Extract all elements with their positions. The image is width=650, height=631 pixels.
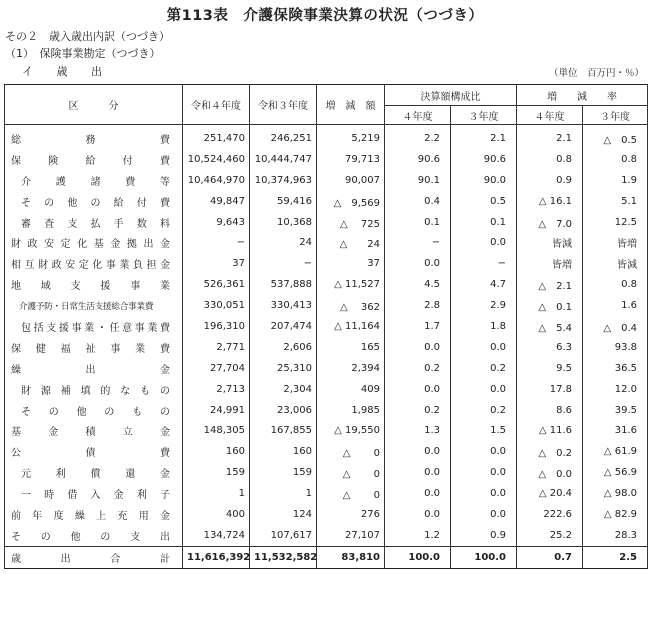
ratio-y4: 90.1: [385, 170, 451, 191]
table-row: [5, 441, 648, 462]
row-label: 介護予防・日常生活支援総合事業費: [5, 295, 183, 316]
table-row: [5, 232, 648, 253]
rate-y4: 皆減: [517, 232, 583, 253]
rate-y3: 皆減: [583, 253, 648, 274]
value-r4: 330,051: [183, 295, 250, 316]
ratio-y4: 1.2: [385, 525, 451, 546]
ratio-y3: 90.6: [451, 149, 517, 170]
value-r3: 2,606: [250, 337, 317, 358]
rate-y3: 93.8: [583, 337, 648, 358]
header-category: 区 分: [5, 85, 183, 125]
rate-y4: 6.3: [517, 337, 583, 358]
ratio-y4: 0.0: [385, 379, 451, 400]
header-rate-group: 増 減 率: [517, 85, 648, 106]
rate-y3: 39.5: [583, 400, 648, 421]
rate-y3: 2.5: [583, 546, 648, 568]
row-label: 財政安定化基金拠出金: [5, 232, 183, 253]
value-diff: 165: [317, 337, 385, 358]
ratio-y4: 100.0: [385, 546, 451, 568]
ratio-y3: 0.5: [451, 191, 517, 212]
ratio-y4: 0.0: [385, 253, 451, 274]
table-row: [5, 253, 648, 274]
ratio-y3: 0.0: [451, 504, 517, 525]
row-label: 保健福祉事業費: [5, 337, 183, 358]
row-label: 繰 出 金: [5, 358, 183, 379]
section-subtitle: その２ 歳入歳出内訳（つづき）: [5, 30, 170, 43]
rate-y4: 25.2: [517, 525, 583, 546]
ratio-y3: 1.8: [451, 316, 517, 337]
rate-y4: 0.9: [517, 170, 583, 191]
header-ratio-y4: ４年度: [385, 106, 451, 125]
table-row: [5, 295, 648, 316]
value-diff: 276: [317, 504, 385, 525]
rate-y3: △ 82.9: [583, 504, 648, 525]
table-row: [5, 170, 648, 191]
rate-y3: 5.1: [583, 191, 648, 212]
rate-y3: △ 61.9: [583, 441, 648, 462]
table-row: [5, 337, 648, 358]
table-section-label: イ 歳 出: [22, 65, 112, 78]
ratio-y3: 0.0: [451, 441, 517, 462]
rate-y3: 36.5: [583, 358, 648, 379]
value-r4: 27,704: [183, 358, 250, 379]
rate-y4: 皆増: [517, 253, 583, 274]
ratio-y4: 0.0: [385, 462, 451, 483]
ratio-y4: 0.2: [385, 358, 451, 379]
value-diff: 2,394: [317, 358, 385, 379]
row-label: そ の 他 の 支 出: [5, 525, 183, 546]
rate-y4: △ 2.1: [517, 274, 583, 295]
value-diff: △ 24: [317, 232, 385, 253]
value-r3: 59,416: [250, 191, 317, 212]
value-diff: △ 9,569: [317, 191, 385, 212]
value-diff: 83,810: [317, 546, 385, 568]
header-r4: 令和４年度: [183, 85, 250, 125]
value-r3: 246,251: [250, 125, 317, 149]
rate-y4: △ 5.4: [517, 316, 583, 337]
ratio-y4: 0.0: [385, 441, 451, 462]
ratio-y3: −: [451, 253, 517, 274]
value-r3: 124: [250, 504, 317, 525]
table-row: [5, 462, 648, 483]
header-ratio-group: 決算額構成比: [385, 85, 517, 106]
row-label: 財源補填的なもの: [5, 379, 183, 400]
ratio-y4: 0.0: [385, 483, 451, 504]
ratio-y4: 2.8: [385, 295, 451, 316]
value-diff: △ 0: [317, 462, 385, 483]
value-r4: 160: [183, 441, 250, 462]
ratio-y3: 0.0: [451, 337, 517, 358]
table-row: [5, 379, 648, 400]
rate-y4: △ 7.0: [517, 212, 583, 233]
rate-y3: 0.8: [583, 274, 648, 295]
value-diff: 90,007: [317, 170, 385, 191]
value-diff: △ 11,527: [317, 274, 385, 295]
value-r3: 10,368: [250, 212, 317, 233]
value-diff: △ 19,550: [317, 420, 385, 441]
rate-y4: △ 20.4: [517, 483, 583, 504]
ratio-y4: 0.0: [385, 337, 451, 358]
rate-y4: △ 16.1: [517, 191, 583, 212]
value-r4: 37: [183, 253, 250, 274]
rate-y3: 12.0: [583, 379, 648, 400]
value-diff: 5,219: [317, 125, 385, 149]
table-row: [5, 400, 648, 421]
value-diff: 27,107: [317, 525, 385, 546]
ratio-y3: 90.0: [451, 170, 517, 191]
subsection-subtitle: （1） 保険事業勘定（つづき）: [5, 47, 161, 60]
ratio-y3: 0.2: [451, 358, 517, 379]
value-diff: △ 725: [317, 212, 385, 233]
value-diff: △ 0: [317, 441, 385, 462]
row-label: 基金積立金: [5, 420, 183, 441]
row-label: 相互財政安定化事業負担金: [5, 253, 183, 274]
value-r4: 526,361: [183, 274, 250, 295]
rate-y4: 222.6: [517, 504, 583, 525]
table-row: [5, 212, 648, 233]
table-row: [5, 420, 648, 441]
row-label: 総 務 費: [5, 125, 183, 149]
rate-y3: △ 56.9: [583, 462, 648, 483]
value-r4: 196,310: [183, 316, 250, 337]
value-r3: 160: [250, 441, 317, 462]
row-label: 歳 出 合 計: [5, 546, 183, 568]
header-diff: 増 減 額: [317, 85, 385, 125]
rate-y4: 0.7: [517, 546, 583, 568]
rate-y3: 28.3: [583, 525, 648, 546]
header-rate-y4: ４年度: [517, 106, 583, 125]
rate-y4: 17.8: [517, 379, 583, 400]
value-diff: 1,985: [317, 400, 385, 421]
rate-y3: 1.6: [583, 295, 648, 316]
rate-y3: 皆増: [583, 232, 648, 253]
ratio-y4: 1.3: [385, 420, 451, 441]
table-row: [5, 274, 648, 295]
rate-y4: △ 0.0: [517, 462, 583, 483]
rate-y3: 1.9: [583, 170, 648, 191]
value-r4: 24,991: [183, 400, 250, 421]
rate-y4: 9.5: [517, 358, 583, 379]
ratio-y4: 0.0: [385, 504, 451, 525]
value-r4: 251,470: [183, 125, 250, 149]
value-r4: 2,713: [183, 379, 250, 400]
row-label: 前年度繰上充用金: [5, 504, 183, 525]
value-diff: △ 11,164: [317, 316, 385, 337]
value-r4: 134,724: [183, 525, 250, 546]
value-r3: 107,617: [250, 525, 317, 546]
table-row: [5, 504, 648, 525]
row-label: 公 債 費: [5, 441, 183, 462]
ratio-y4: 90.6: [385, 149, 451, 170]
ratio-y3: 2.1: [451, 125, 517, 149]
unit-note: （単位 百万円・％）: [548, 68, 644, 79]
table-row: [5, 358, 648, 379]
ratio-y3: 0.1: [451, 212, 517, 233]
value-r4: 159: [183, 462, 250, 483]
value-r4: 10,524,460: [183, 149, 250, 170]
rate-y4: △ 11.6: [517, 420, 583, 441]
ratio-y3: 2.9: [451, 295, 517, 316]
table-row: [5, 316, 648, 337]
rate-y3: 31.6: [583, 420, 648, 441]
rate-y4: 0.8: [517, 149, 583, 170]
ratio-y4: −: [385, 232, 451, 253]
row-label: 保険給付費: [5, 149, 183, 170]
header-rate-y3: ３年度: [583, 106, 648, 125]
value-r4: 11,616,392: [183, 546, 250, 568]
value-r3: 11,532,582: [250, 546, 317, 568]
value-r3: 207,474: [250, 316, 317, 337]
ratio-y3: 100.0: [451, 546, 517, 568]
ratio-y3: 0.9: [451, 525, 517, 546]
value-r3: 537,888: [250, 274, 317, 295]
value-r3: 25,310: [250, 358, 317, 379]
value-r3: 167,855: [250, 420, 317, 441]
row-label: その他のもの: [5, 400, 183, 421]
row-label: その他の給付費: [5, 191, 183, 212]
ratio-y4: 1.7: [385, 316, 451, 337]
value-r3: 10,444,747: [250, 149, 317, 170]
ratio-y4: 0.2: [385, 400, 451, 421]
row-label: 一時借入金利子: [5, 483, 183, 504]
ratio-y3: 4.7: [451, 274, 517, 295]
row-label: 介護諸費等: [5, 170, 183, 191]
rate-y3: 0.8: [583, 149, 648, 170]
rate-y4: 8.6: [517, 400, 583, 421]
value-r4: −: [183, 232, 250, 253]
value-r3: 23,006: [250, 400, 317, 421]
value-diff: 409: [317, 379, 385, 400]
header-r3: 令和３年度: [250, 85, 317, 125]
row-label: 地域支援事業: [5, 274, 183, 295]
value-r4: 10,464,970: [183, 170, 250, 191]
ratio-y3: 0.2: [451, 400, 517, 421]
row-label: 包括支援事業・任意事業費: [5, 316, 183, 337]
value-r3: 1: [250, 483, 317, 504]
ratio-y4: 2.2: [385, 125, 451, 149]
ratio-y3: 0.0: [451, 232, 517, 253]
header-ratio-y3: ３年度: [451, 106, 517, 125]
rate-y4: △ 0.1: [517, 295, 583, 316]
value-r3: 159: [250, 462, 317, 483]
value-r4: 148,305: [183, 420, 250, 441]
table-row: [5, 125, 648, 149]
total-row: [5, 546, 648, 568]
ratio-y3: 0.0: [451, 483, 517, 504]
value-r3: 330,413: [250, 295, 317, 316]
value-diff: △ 0: [317, 483, 385, 504]
value-r4: 49,847: [183, 191, 250, 212]
value-diff: 79,713: [317, 149, 385, 170]
value-r4: 2,771: [183, 337, 250, 358]
table-row: [5, 525, 648, 546]
value-r4: 400: [183, 504, 250, 525]
row-label: 元利償還金: [5, 462, 183, 483]
ratio-y3: 1.5: [451, 420, 517, 441]
table-row: [5, 191, 648, 212]
table-row: [5, 149, 648, 170]
rate-y4: △ 0.2: [517, 441, 583, 462]
ratio-y4: 0.4: [385, 191, 451, 212]
ratio-y3: 0.0: [451, 462, 517, 483]
rate-y3: △ 0.4: [583, 316, 648, 337]
expenditure-table: [4, 84, 648, 569]
value-r3: 10,374,963: [250, 170, 317, 191]
row-label: 審査支払手数料: [5, 212, 183, 233]
page-title: 第113表 介護保険事業決算の状況（つづき）: [166, 8, 484, 24]
value-diff: △ 362: [317, 295, 385, 316]
value-r4: 9,643: [183, 212, 250, 233]
value-r3: 2,304: [250, 379, 317, 400]
ratio-y3: 0.0: [451, 379, 517, 400]
rate-y4: 2.1: [517, 125, 583, 149]
rate-y3: △ 98.0: [583, 483, 648, 504]
value-diff: 37: [317, 253, 385, 274]
table-row: [5, 483, 648, 504]
rate-y3: △ 0.5: [583, 125, 648, 149]
value-r3: −: [250, 253, 317, 274]
value-r4: 1: [183, 483, 250, 504]
value-r3: 24: [250, 232, 317, 253]
ratio-y4: 0.1: [385, 212, 451, 233]
rate-y3: 12.5: [583, 212, 648, 233]
ratio-y4: 4.5: [385, 274, 451, 295]
